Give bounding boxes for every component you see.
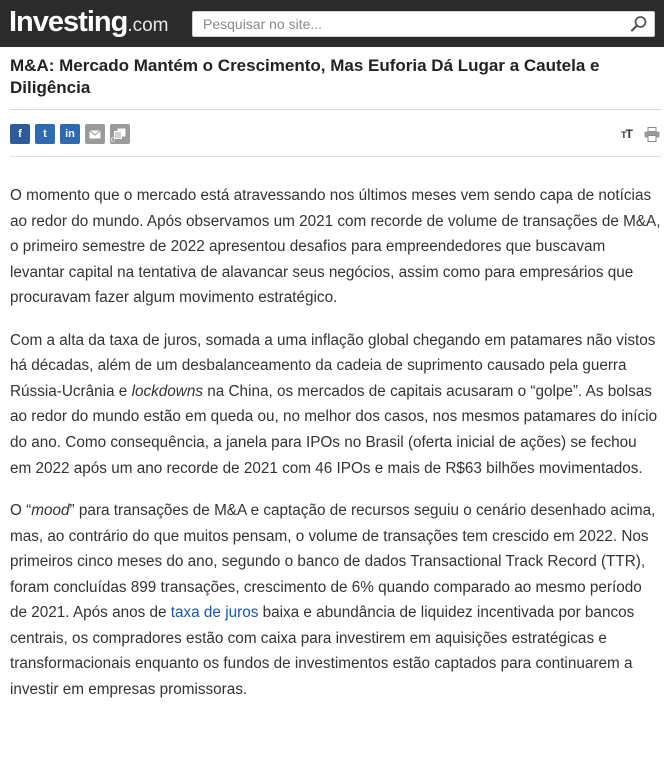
paragraph [10, 498, 662, 703]
article-body [10, 183, 662, 719]
font-size-small-t: T [621, 130, 626, 140]
paragraph: O momento que o mercado está atravessando nos últimos meses vem sendo capa de notícias ao redor do mundo. Após observamos um 2021 com recorde de volume de transações de M&A, o primeiro semestre de 2022 apresentou desafios para empreendedores que buscavam levantar capital na tentativa de alavancar seus negócios, assim como para empresários que procuravam fazer algum movimento estratégico. [10, 187, 661, 307]
search-icon[interactable] [630, 15, 648, 33]
copy-icon [114, 128, 126, 140]
copy-share-button[interactable] [110, 124, 130, 144]
paragraph-text: na China, os mercados de capitais acusaram o “golpe”. As bolsas ao redor do mundo estão em queda ou, no melhor dos casos, nos mesmos patamares do início do ano. Como consequência, a janela para IPOs no Brasil (oferta inicial de ações) se fechou em 2022 após um ano recorde de 2021 com 46 IPOs e mais de R$63 bilhões movimentados. [10, 382, 658, 477]
paragraph-text: ” para transações de M&A e captação de recursos seguiu o cenário desenhado acima, mas, ao contrário do que muitos pensam, o volume de transações tem crescido em 2022. Nos primeiros cinco meses do ano, segundo o banco de dados Transactional Track Record (TTR), foram concluídas 899 transações, crescimento de 6% quando comparado ao mesmo período de 2021. Após anos de [10, 501, 656, 622]
emphasis-text: mood [31, 501, 70, 519]
divider [10, 156, 661, 157]
linkedin-share-button[interactable] [60, 124, 80, 144]
divider [10, 109, 661, 110]
article-tools [621, 124, 660, 144]
search-box [192, 11, 655, 37]
article-title: M&A: Mercado Mantém o Crescimento, Mas Euforia Dá Lugar a Cautela e Diligência [10, 56, 600, 97]
linkedin-icon: in [65, 128, 75, 140]
emphasis-text: lockdowns [131, 382, 203, 400]
facebook-share-button[interactable] [10, 124, 30, 144]
paragraph-text: baixa e abundância de liquidez incentivada por bancos centrais, os compradores estão com caixa para investirem em aquisições estratégicas e transformacionais enquanto os fundos de investimentos estão captados para continuarem a investir em empresas promissoras. [10, 604, 635, 699]
paragraph-text: Com a alta da taxa de juros, somada a uma inflação global chegando em patamares não vistos há décadas, além de um desbalanceamento da cadeia de suprimento causado pela guerra Rússia-Ucrânia e [10, 331, 656, 400]
print-icon[interactable] [644, 127, 660, 142]
paragraph-text: O “ [10, 501, 32, 519]
font-size-button[interactable] [621, 127, 632, 141]
copy-count: 0 [111, 137, 115, 144]
twitter-share-button[interactable] [35, 124, 55, 144]
search-input[interactable] [193, 12, 623, 36]
logo-main: Investing [9, 6, 128, 38]
interest-rate-link[interactable]: taxa de juros [170, 604, 259, 622]
envelope-icon [89, 130, 101, 139]
share-buttons [10, 124, 130, 144]
paragraph [10, 328, 662, 482]
investing-logo[interactable] [9, 5, 169, 43]
logo-suffix: .com [127, 15, 169, 36]
email-share-button[interactable] [85, 124, 105, 144]
font-size-large-t: T [625, 127, 632, 141]
top-bar [0, 0, 664, 47]
facebook-icon: f [18, 128, 22, 140]
twitter-icon: t [43, 128, 47, 140]
